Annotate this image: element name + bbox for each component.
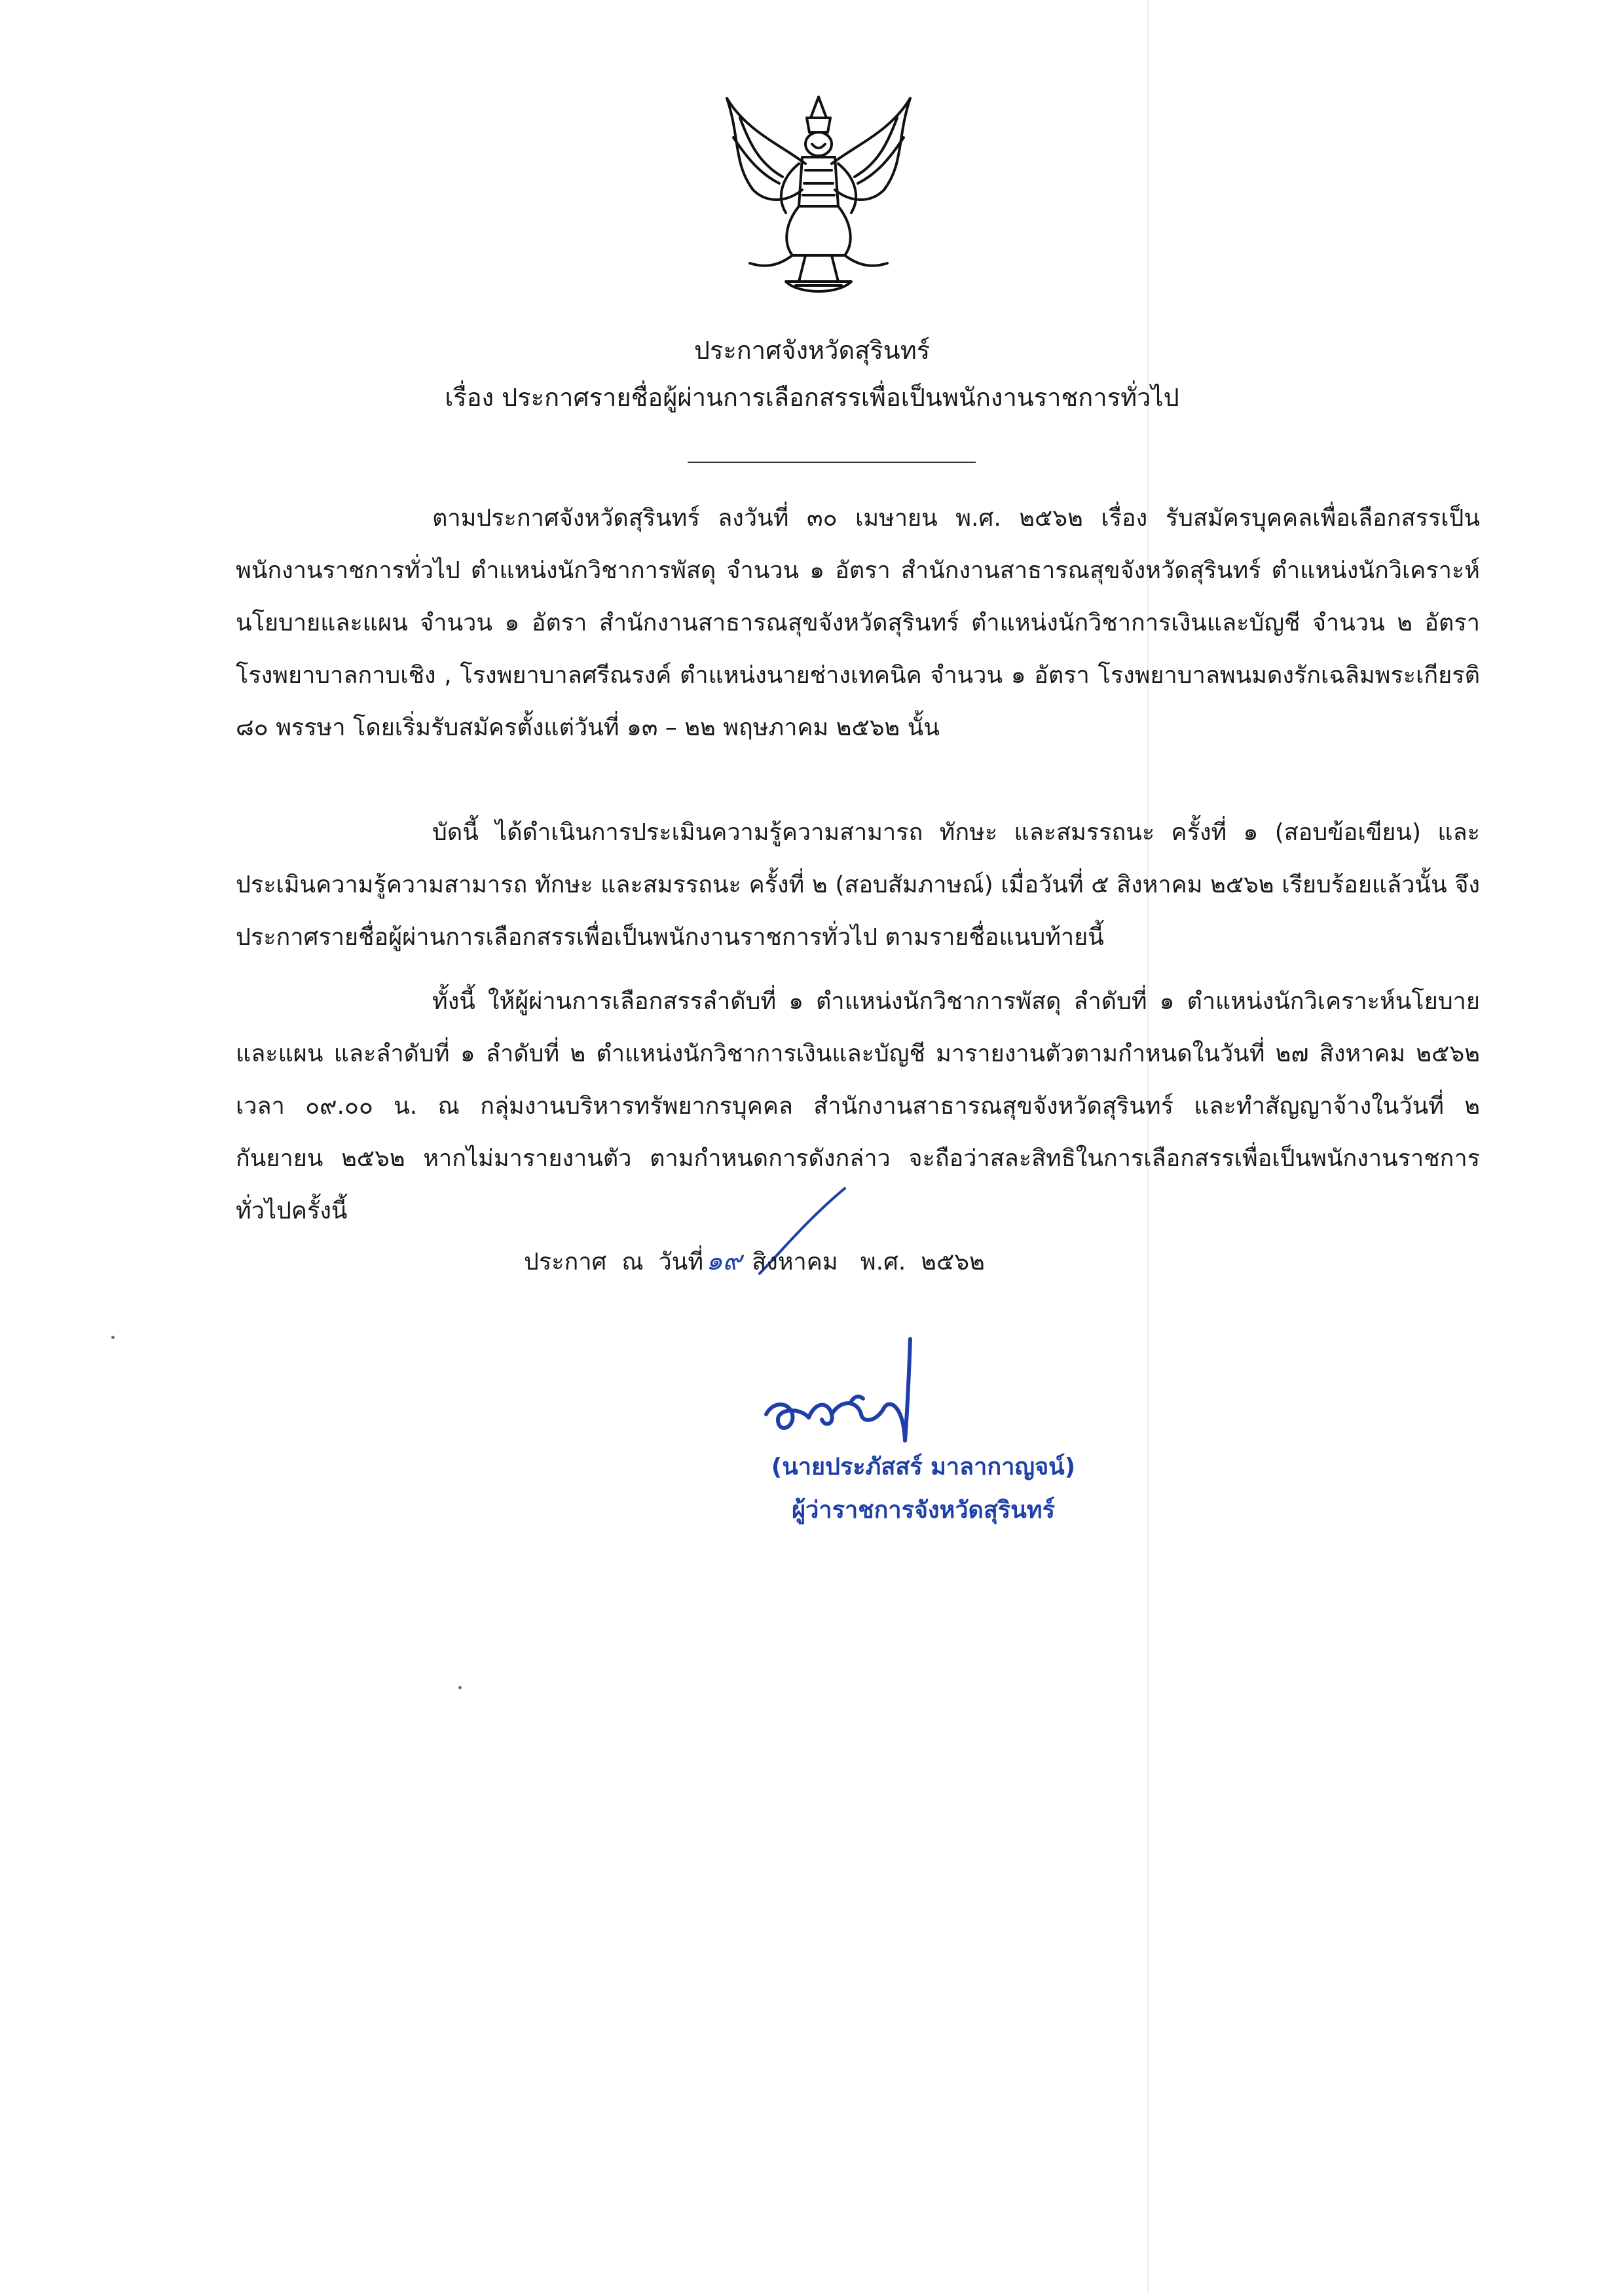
body-paragraph: บัดนี้ ได้ดำเนินการประเมินความรู้ความสามารถ ทักษะ และสมรรถนะ ครั้งที่ ๑ (สอบข้อเขียน) และประเมินความรู้ความสามารถ ทักษะ และสมรรถนะ ครั้งที่ ๒ (สอบสัมภาษณ์) เมื่อวันที่ ๕ สิงหาคม ๒๕๖๒ เรียบร้อยแล้วนั้น จึงประกาศรายชื่อผู้ผ่านการเลือกสรรเพื่อเป็นพนักงานราชการทั่วไป ตามรายชื่อแนบท้ายนี้ bbox=[236, 819, 1480, 951]
handwritten-day: ๑๙ bbox=[706, 1246, 742, 1276]
announcement-date bbox=[524, 1241, 985, 1282]
body-paragraph: ทั้งนี้ ให้ผู้ผ่านการเลือกสรรลำดับที่ ๑ ตำแหน่งนักวิชาการพัสดุ ลำดับที่ ๑ ตำแหน่งนักวิเคราะห์นโยบายและแผน และลำดับที่ ๑ ลำดับที่ ๒ ตำแหน่งนักวิชาการเงินและบัญชี มารายงานตัวตามกำหนดในวันที่ ๒๗ สิงหาคม ๒๕๖๒ เวลา ๐๙.๐๐ น. ณ กลุ่มงานบริหารทรัพยากรบุคคล สำนักงานสาธารณสุขจังหวัดสุรินทร์ และทำสัญญาจ้างในวันที่ ๒ กันยายน ๒๕๖๒ หากไม่มารายงานตัว ตามกำหนดการดังกล่าว จะถือว่าสละสิทธิในการเลือกสรรเพื่อเป็นพนักงานราชการทั่วไปครั้งนี้ bbox=[236, 988, 1480, 1224]
body-paragraph: ตามประกาศจังหวัดสุรินทร์ ลงวันที่ ๓๐ เมษายน พ.ศ. ๒๕๖๒ เรื่อง รับสมัครบุคคลเพื่อเลือกสรรเป็นพนักงานราชการทั่วไป ตำแหน่งนักวิชาการพัสดุ จำนวน ๑ อัตรา สำนักงานสาธารณสุขจังหวัดสุรินทร์ ตำแหน่งนักวิเคราะห์นโยบายและแผน จำนวน ๑ อัตรา สำนักงานสาธารณสุขจังหวัดสุรินทร์ ตำแหน่งนักวิชาการเงินและบัญชี จำนวน ๒ อัตรา โรงพยาบาลกาบเชิง , โรงพยาบาลศรีณรงค์ ตำแหน่งนายช่างเทคนิค จำนวน ๑ อัตรา โรงพยาบาลพนมดงรักเฉลิมพระเกียรติ ๘๐ พรรษา โดยเริ่มรับสมัครตั้งแต่วันที่ ๑๓ – ๒๒ พฤษภาคม ๒๕๖๒ นั้น bbox=[236, 505, 1480, 741]
date-prefix: ประกาศ ณ วันที่ bbox=[524, 1249, 704, 1275]
scan-speck bbox=[111, 1336, 115, 1339]
signatory-position: ผู้ว่าราชการจังหวัดสุรินทร์ bbox=[792, 1497, 1055, 1524]
garuda-emblem-icon bbox=[720, 92, 917, 301]
title-divider bbox=[688, 462, 976, 463]
document-title: ประกาศจังหวัดสุรินทร์ bbox=[693, 336, 931, 365]
date-suffix: สิงหาคม พ.ศ. ๒๕๖๒ bbox=[752, 1249, 985, 1275]
signature-block bbox=[714, 1446, 1133, 1532]
signatory-name: (นายประภัสสร์ มาลากาญจน์) bbox=[771, 1454, 1076, 1480]
document-subject: เรื่อง ประกาศรายชื่อผู้ผ่านการเลือกสรรเพื่อเป็นพนักงานราชการทั่วไป bbox=[445, 383, 1179, 412]
scan-speck bbox=[458, 1686, 462, 1689]
